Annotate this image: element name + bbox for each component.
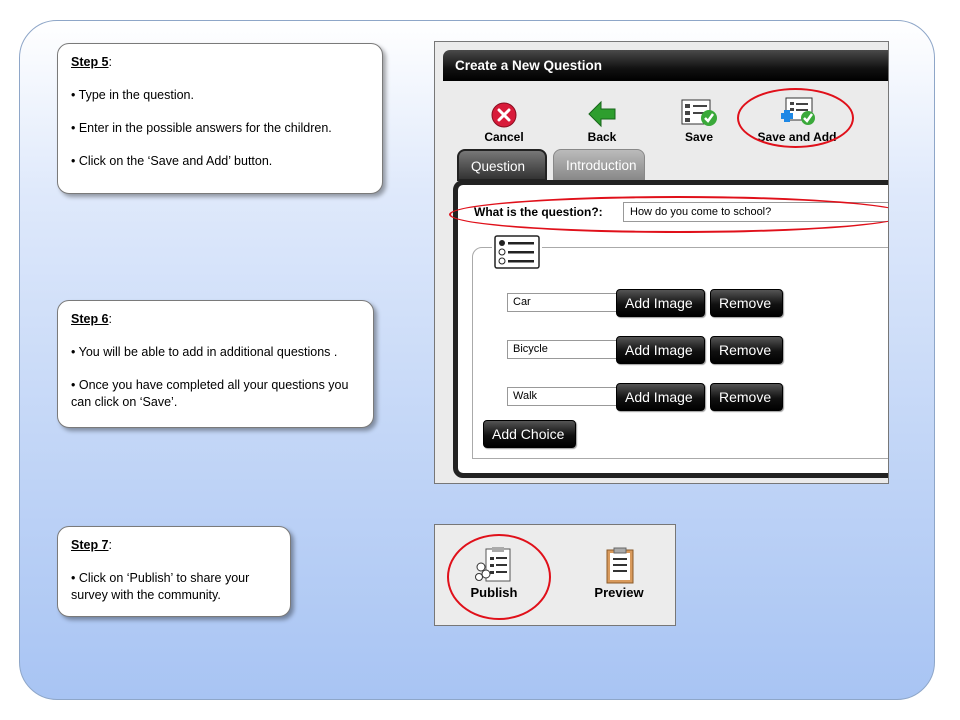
choice-input-2[interactable]: Bicycle — [507, 340, 633, 359]
step-7-title: Step 7: — [71, 538, 112, 552]
step-7-bullet-1: • Click on ‘Publish’ to share your survey with the community. — [71, 570, 250, 602]
back-arrow-icon — [552, 94, 652, 128]
step-6-bullet-1: • You will be able to add in additional questions . — [71, 344, 338, 359]
publish-label: Publish — [470, 585, 518, 600]
cancel-label: Cancel — [484, 130, 524, 144]
add-choice-button[interactable]: Add Choice — [483, 420, 576, 448]
preview-icon — [574, 547, 664, 585]
back-label: Back — [587, 130, 617, 144]
step-5-bullet-3: • Click on the ‘Save and Add’ button. — [71, 153, 273, 168]
remove-button-2[interactable]: Remove — [710, 336, 783, 364]
save-button[interactable] — [649, 94, 749, 144]
choice-input-1[interactable]: Car — [507, 293, 633, 312]
back-button[interactable] — [552, 94, 652, 144]
publish-screenshot — [434, 524, 676, 626]
question-label: What is the question?: — [474, 205, 603, 219]
multiple-choice-icon — [492, 233, 542, 271]
step-6-bullet-2: • Once you have completed all your questions you can click on ‘Save’. — [71, 377, 349, 409]
question-field-highlight — [449, 196, 889, 233]
choice-input-3[interactable]: Walk — [507, 387, 633, 406]
add-image-button-3[interactable]: Add Image — [616, 383, 705, 411]
save-and-add-label: Save and Add — [757, 130, 837, 144]
step-7-box — [57, 526, 291, 617]
step-5-bullet-1: • Type in the question. — [71, 87, 194, 102]
remove-button-1[interactable]: Remove — [710, 289, 783, 317]
step-5-title: Step 5: — [71, 55, 112, 69]
tab-introduction[interactable]: Introduction — [553, 149, 645, 181]
step-5-bullet-2: • Enter in the possible answers for the children. — [71, 120, 332, 135]
step-6-title: Step 6: — [71, 312, 112, 326]
publish-highlight — [447, 534, 551, 620]
cancel-icon — [454, 94, 554, 128]
question-input[interactable]: How do you come to school? — [623, 202, 889, 222]
add-image-button-2[interactable]: Add Image — [616, 336, 705, 364]
save-label: Save — [684, 130, 714, 144]
dialog-title: Create a New Question — [443, 50, 889, 81]
remove-button-3[interactable]: Remove — [710, 383, 783, 411]
tab-question[interactable]: Question — [457, 149, 547, 181]
preview-label: Preview — [594, 585, 644, 600]
cancel-button[interactable] — [454, 94, 554, 144]
add-image-button-1[interactable]: Add Image — [616, 289, 705, 317]
step-6-box — [57, 300, 374, 428]
step-5-box — [57, 43, 383, 194]
preview-button[interactable] — [574, 547, 664, 600]
save-checklist-icon — [649, 94, 749, 128]
save-and-add-highlight — [737, 88, 854, 148]
create-question-screenshot — [434, 41, 889, 484]
